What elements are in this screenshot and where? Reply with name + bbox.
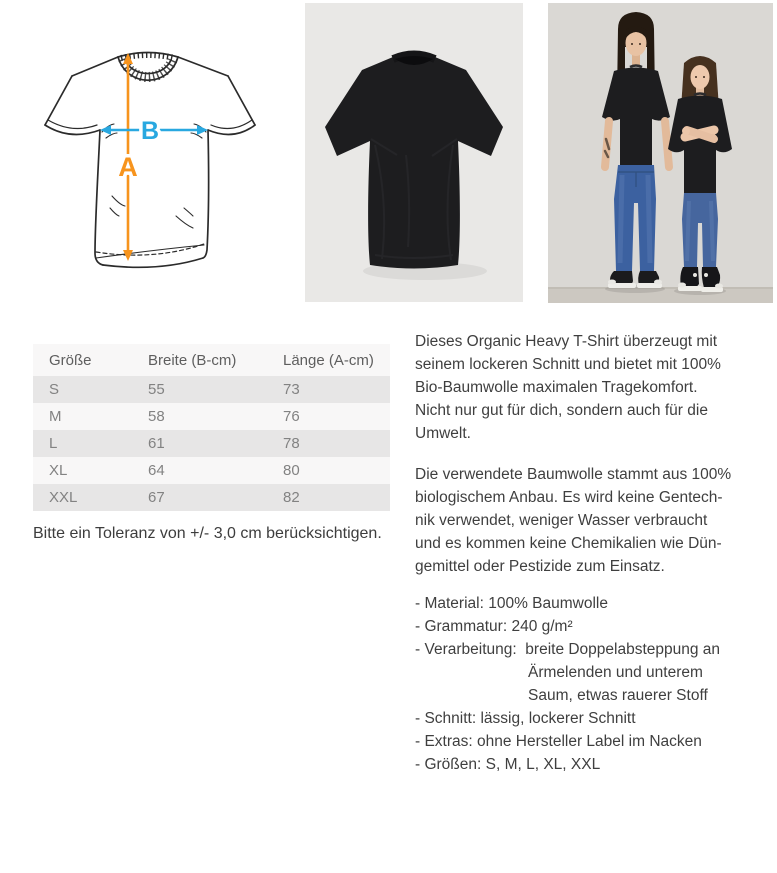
col-header-size: Größe	[33, 344, 132, 376]
text-line: Die verwendete Baumwolle stammt aus 100%	[415, 466, 732, 483]
shirt-outline	[45, 53, 255, 268]
table-header-row	[33, 344, 390, 376]
cell-size: S	[33, 376, 132, 403]
cell-length: 78	[267, 430, 390, 457]
product-photo-flat[interactable]	[305, 3, 523, 302]
tshirt-measurement-diagram	[28, 28, 280, 300]
cell-size: XXL	[33, 484, 132, 511]
studio-background	[548, 3, 773, 303]
spec-groessen: - Größen: S, M, L, XL, XXL	[415, 756, 601, 773]
tolerance-note: Bitte ein Toleranz von +/- 3,0 cm berücksichtigen.	[33, 525, 382, 542]
text-line: Nicht nur gut für dich, sondern auch für die	[415, 402, 708, 419]
size-table	[33, 344, 390, 511]
text-line: gemittel oder Pestizide zum Einsatz.	[415, 558, 665, 575]
width-arrow	[100, 117, 208, 145]
table-row	[33, 457, 390, 484]
product-description	[415, 330, 767, 776]
cell-width: 67	[132, 484, 267, 511]
cell-size: L	[33, 430, 132, 457]
text-line: und es kommen keine Chemikalien wie Dün-	[415, 535, 722, 552]
spec-list	[415, 592, 767, 776]
col-header-width: Breite (B-cm)	[132, 344, 267, 376]
man-right-arm	[665, 121, 669, 167]
spec-schnitt: - Schnitt: lässig, lockerer Schnitt	[415, 710, 636, 727]
woman-face	[691, 65, 710, 89]
text-line: seinem lockeren Schnitt und bietet mit 100%	[415, 356, 721, 373]
cell-length: 80	[267, 457, 390, 484]
text-line: Dieses Organic Heavy T-Shirt überzeugt mit	[415, 333, 718, 350]
product-photo-models[interactable]	[548, 3, 773, 303]
text-line: biologischem Anbau. Es wird keine Gentech-	[415, 489, 723, 506]
length-arrow	[118, 53, 138, 261]
text-line: nik verwendet, weniger Wasser verbraucht	[415, 512, 708, 529]
label-a: A	[118, 152, 138, 182]
cell-width: 58	[132, 403, 267, 430]
description-paragraph-2	[415, 463, 767, 578]
spec-verarbeitung-cont: Saum, etwas rauerer Stoff	[528, 687, 708, 704]
table-row	[33, 484, 390, 511]
col-header-length: Länge (A-cm)	[267, 344, 390, 376]
table-row	[33, 403, 390, 430]
spec-grammatur: - Grammatur: 240 g/m²	[415, 618, 573, 635]
cell-length: 73	[267, 376, 390, 403]
spec-extras: - Extras: ohne Hersteller Label im Nacken	[415, 733, 702, 750]
black-tshirt-photo	[305, 3, 523, 302]
spec-verarbeitung-cont: Ärmelenden und unterem	[528, 664, 703, 681]
cell-width: 61	[132, 430, 267, 457]
text-line: Bio-Baumwolle maximalen Tragekomfort.	[415, 379, 698, 396]
spec-verarbeitung: - Verarbeitung: breite Doppelabsteppung an	[415, 641, 721, 658]
size-diagram-image[interactable]	[28, 28, 280, 300]
label-b: B	[140, 117, 160, 145]
cell-width: 64	[132, 457, 267, 484]
cell-size: M	[33, 403, 132, 430]
spec-material: - Material: 100% Baumwolle	[415, 595, 608, 612]
description-paragraph-1	[415, 330, 767, 445]
cell-width: 55	[132, 376, 267, 403]
cell-length: 82	[267, 484, 390, 511]
cell-size: XL	[33, 457, 132, 484]
two-models-photo	[548, 3, 773, 303]
table-row	[33, 430, 390, 457]
table-row	[33, 376, 390, 403]
cell-length: 76	[267, 403, 390, 430]
text-line: Umwelt.	[415, 425, 471, 442]
